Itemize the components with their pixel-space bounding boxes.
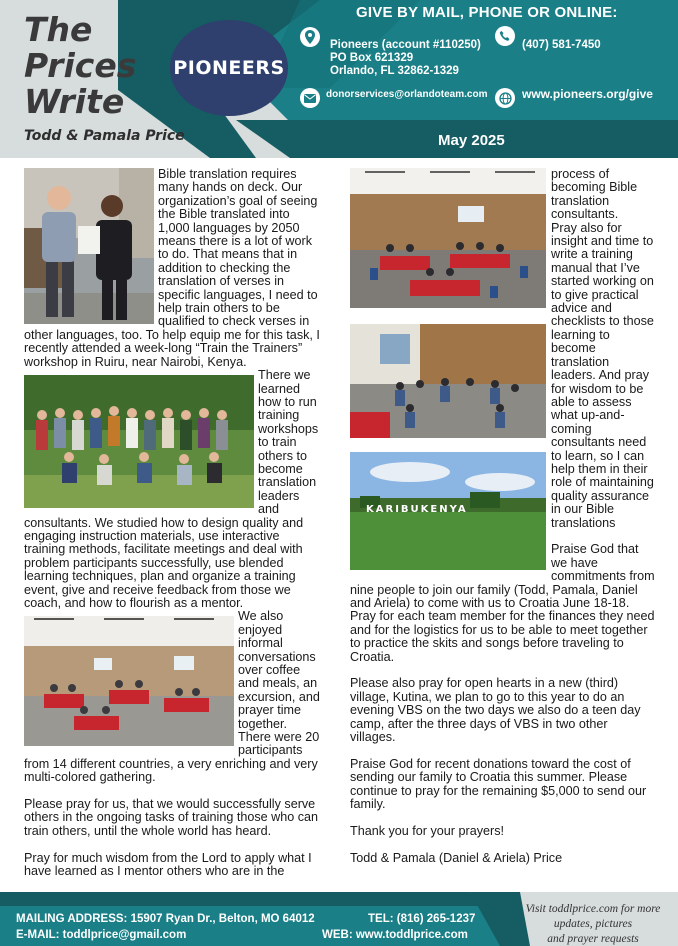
phone-icon [495, 26, 515, 46]
paragraph: Praise God for recent donations toward the cost of sending our family to Croatia this summer. Please continue to pray for the remaining $5,000 to send our family. [350, 756, 647, 812]
footer-mailing-address: MAILING ADDRESS: 15907 Ryan Dr., Belton, MO 64012 [16, 913, 315, 925]
paragraph: Pray also for insight and time to write a training manual that I’ve started working on to give practical advice and checklists to those learning to become translation leaders. And pray for wisdom to be able to assess what up-and-coming consultants need to learn, so I can help them in their role of maintaining quality assurance in our Bible translations [551, 220, 654, 530]
paragraph: We also enjoyed informal conversations over coffee and meals, an excursion, and prayer time together. There were 20 participants from 14 different countries, a very enriching and very multi-colored gathering. [24, 609, 320, 785]
newsletter-title: The Prices Write [24, 10, 137, 121]
right-column [350, 168, 656, 865]
envelope-icon [300, 88, 320, 108]
paragraph: process of becoming Bible translation consultants. [551, 167, 638, 222]
globe-icon [495, 88, 515, 108]
paragraph: Please pray for us, that we would successfully serve others in the ongoing tasks of training those who can train others, until the whole world has heard. [24, 797, 319, 838]
certificate-photo [24, 168, 154, 324]
discussion-circle-photo [350, 324, 546, 438]
footer-visit-note: Visit toddlprice.com for more updates, pictures and prayer requests [525, 903, 661, 945]
give-phone: (407) 581-7450 [522, 39, 601, 51]
paragraph: Please also pray for open hearts in a new (third) village, Kutina, we plan to go to this year to do an evening VBS on the two days we also do a teen day camp, after the three days of VBS in two other villages. [350, 676, 641, 745]
paragraph: Bible translation requires many hands on deck. Our organization’s goal of seeing the Bible translated into 1,000 languages by 2050 means there is a lot of work to do. That means that in addition to checking the translation of verses in specific languages, I need to help train others to be qualified to check verses in other languages, too. To help equip me for this task, I recently attended a week-long “Train the Trainers” workshop in Ruiru, near Nairobi, Kenya. [24, 167, 320, 369]
left-column [24, 168, 322, 879]
give-heading: GIVE BY MAIL, PHONE OR ONLINE: [356, 4, 618, 21]
group-photo [24, 375, 254, 508]
classroom-photo [350, 168, 546, 308]
paragraph: There we learned how to run training workshops to train others to become translation leaders and consultants. We studied how to design quality and engaging instruction materials, use interactive training methods, facilitate meetings and deal with problem participants successfully, use blended learning techniques, plan and organize a training event, give and receive feedback from those we coach, and how to flourish as a mentor. [24, 368, 319, 610]
footer-email[interactable]: E-MAIL: toddlprice@gmail.com [16, 929, 187, 941]
mail-address: Pioneers (account #110250) PO Box 621329 Orlando, FL 32862-1329 [330, 39, 481, 77]
issue-date: May 2025 [438, 132, 505, 149]
footer [0, 892, 678, 946]
paragraph: Praise God that we have commitments from nine people to join our family (Todd, Pamala, Daniel and Ariela) to come with us to Croatia June 18-18. Pray for each team member for the finances they need and for the logistics for us to be able to meet together to practice the skits and songs before traveling to Croatia. [350, 542, 655, 664]
footer-phone: TEL: (816) 265-1237 [368, 913, 476, 925]
karibu-kenya-photo [350, 452, 546, 570]
footer-website[interactable]: WEB: www.toddlprice.com [322, 929, 468, 941]
give-website[interactable]: www.pioneers.org/give [522, 87, 653, 101]
letterhead [0, 0, 678, 158]
signature-line: Todd & Pamala (Daniel & Ariela) Price [350, 850, 563, 865]
paragraph: Thank you for your prayers! [350, 823, 504, 838]
give-email[interactable]: donorservices@orlandoteam.com [326, 89, 488, 100]
karibu-kenya-sign: KARIBUKENYA [366, 504, 468, 515]
paragraph: Pray for much wisdom from the Lord to apply what I have learned as I mentor others who are in the [24, 850, 312, 879]
authors-subtitle: Todd & Pamala Price [24, 128, 185, 144]
location-pin-icon [300, 27, 320, 47]
pioneers-logo: PIONEERS [170, 20, 288, 116]
meeting-room-photo [24, 616, 234, 746]
